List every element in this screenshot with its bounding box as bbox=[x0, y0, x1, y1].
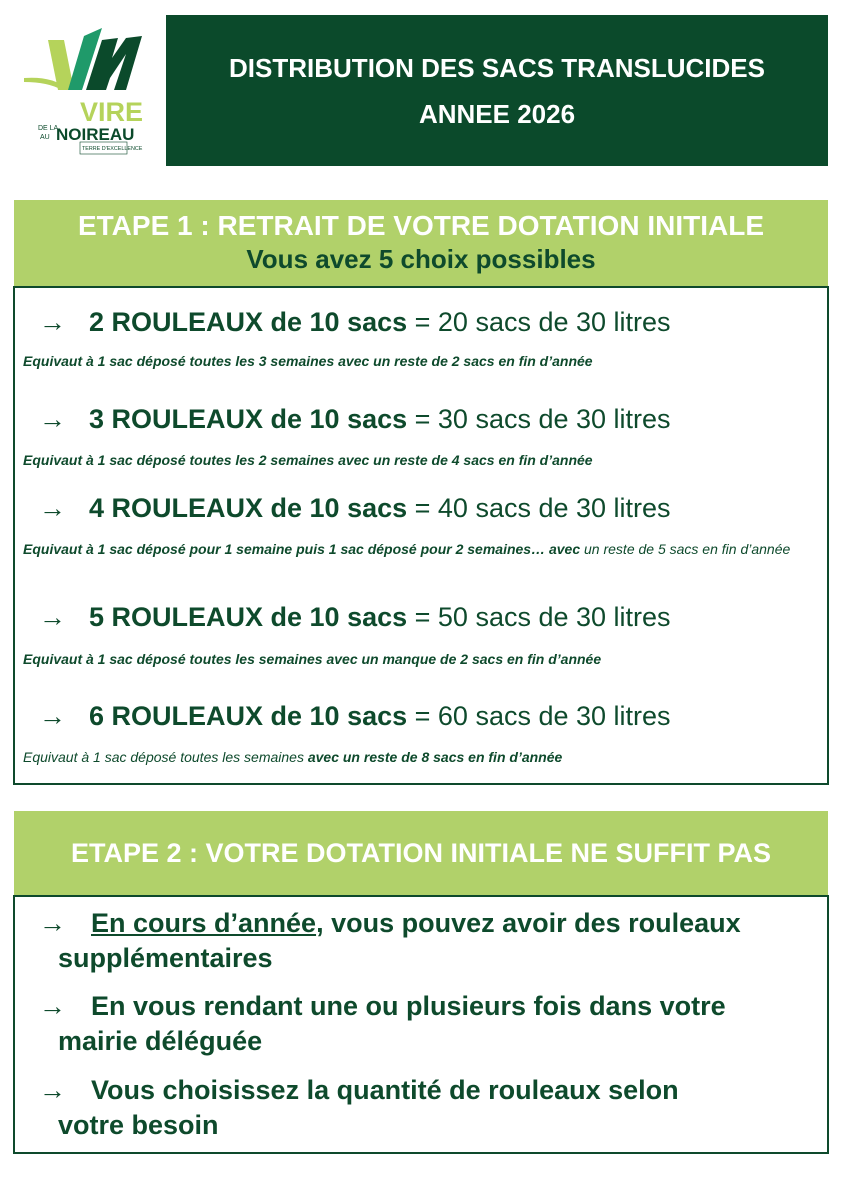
arrow-icon: → bbox=[39, 701, 66, 731]
option-note: Equivaut à 1 sac déposé toutes les semaines avec un manque de 2 sacs en fin d’année bbox=[23, 651, 602, 667]
option-note: Equivaut à 1 sac déposé toutes les semaines avec un reste de 8 sacs en fin d’année bbox=[23, 749, 563, 765]
etape1-banner bbox=[14, 200, 828, 286]
arrow-icon: → bbox=[39, 493, 66, 523]
svg-text:AU: AU bbox=[40, 134, 50, 141]
header-year: ANNEE 2026 bbox=[418, 98, 576, 129]
svg-text:DE LA: DE LA bbox=[38, 125, 59, 132]
etape2-item-3: → Vous choisissez la quantité de rouleaux selon votre besoin bbox=[39, 1075, 679, 1140]
etape1-subtitle: Vous avez 5 choix possibles bbox=[246, 244, 596, 274]
vire-noireau-logo bbox=[22, 18, 148, 166]
logo-brand: VIRE bbox=[80, 97, 144, 127]
arrow-icon: → bbox=[39, 1075, 66, 1105]
option-quantity: 2 ROULEAUX de 10 sacs bbox=[89, 307, 408, 337]
option-note: Equivaut à 1 sac déposé toutes les 2 semaines avec un reste de 4 sacs en fin d’année bbox=[23, 452, 593, 468]
options-box bbox=[13, 286, 829, 785]
item-underlined: En cours d’année bbox=[91, 908, 317, 938]
option-result: = 40 sacs de 30 litres bbox=[407, 493, 671, 523]
option-note: Equivaut à 1 sac déposé toutes les 3 semaines avec un reste de 2 sacs en fin d’année bbox=[23, 353, 593, 369]
header-title: DISTRIBUTION DES SACS TRANSLUCIDES bbox=[229, 52, 765, 83]
arrow-icon: → bbox=[39, 404, 66, 434]
option-quantity: 3 ROULEAUX de 10 sacs bbox=[89, 404, 408, 434]
logo-tagline: TERRE D'EXCELLENCE bbox=[82, 146, 143, 152]
option-result: = 20 sacs de 30 litres bbox=[407, 307, 671, 337]
etape2-box bbox=[13, 895, 829, 1154]
option-result: = 60 sacs de 30 litres bbox=[407, 701, 671, 731]
arrow-icon: → bbox=[39, 908, 66, 938]
header-banner bbox=[166, 15, 828, 166]
etape1-title: ETAPE 1 : RETRAIT DE VOTRE DOTATION INITIALE bbox=[77, 210, 764, 241]
arrow-icon: → bbox=[39, 602, 66, 632]
etape2-item-2: → En vous rendant une ou plusieurs fois dans votre mairie déléguée bbox=[39, 991, 726, 1056]
option-note: Equivaut à 1 sac déposé pour 1 semaine puis 1 sac déposé pour 2 semaines… avec un reste de 5 sacs en fin d’année bbox=[23, 541, 791, 557]
option-quantity: 6 ROULEAUX de 10 sacs bbox=[89, 701, 408, 731]
option-result: = 50 sacs de 30 litres bbox=[407, 602, 671, 632]
etape2-item-1: → En cours d’année, vous pouvez avoir des rouleaux supplémentaires bbox=[39, 908, 741, 973]
etape2-banner bbox=[14, 811, 828, 896]
arrow-icon: → bbox=[39, 307, 66, 337]
option-quantity: 4 ROULEAUX de 10 sacs bbox=[89, 493, 408, 523]
logo-name: NOIREAU bbox=[56, 125, 135, 144]
arrow-icon: → bbox=[39, 991, 66, 1021]
etape2-title: ETAPE 2 : VOTRE DOTATION INITIALE NE SUFFIT PAS bbox=[70, 838, 772, 868]
option-quantity: 5 ROULEAUX de 10 sacs bbox=[89, 602, 408, 632]
option-result: = 30 sacs de 30 litres bbox=[407, 404, 671, 434]
